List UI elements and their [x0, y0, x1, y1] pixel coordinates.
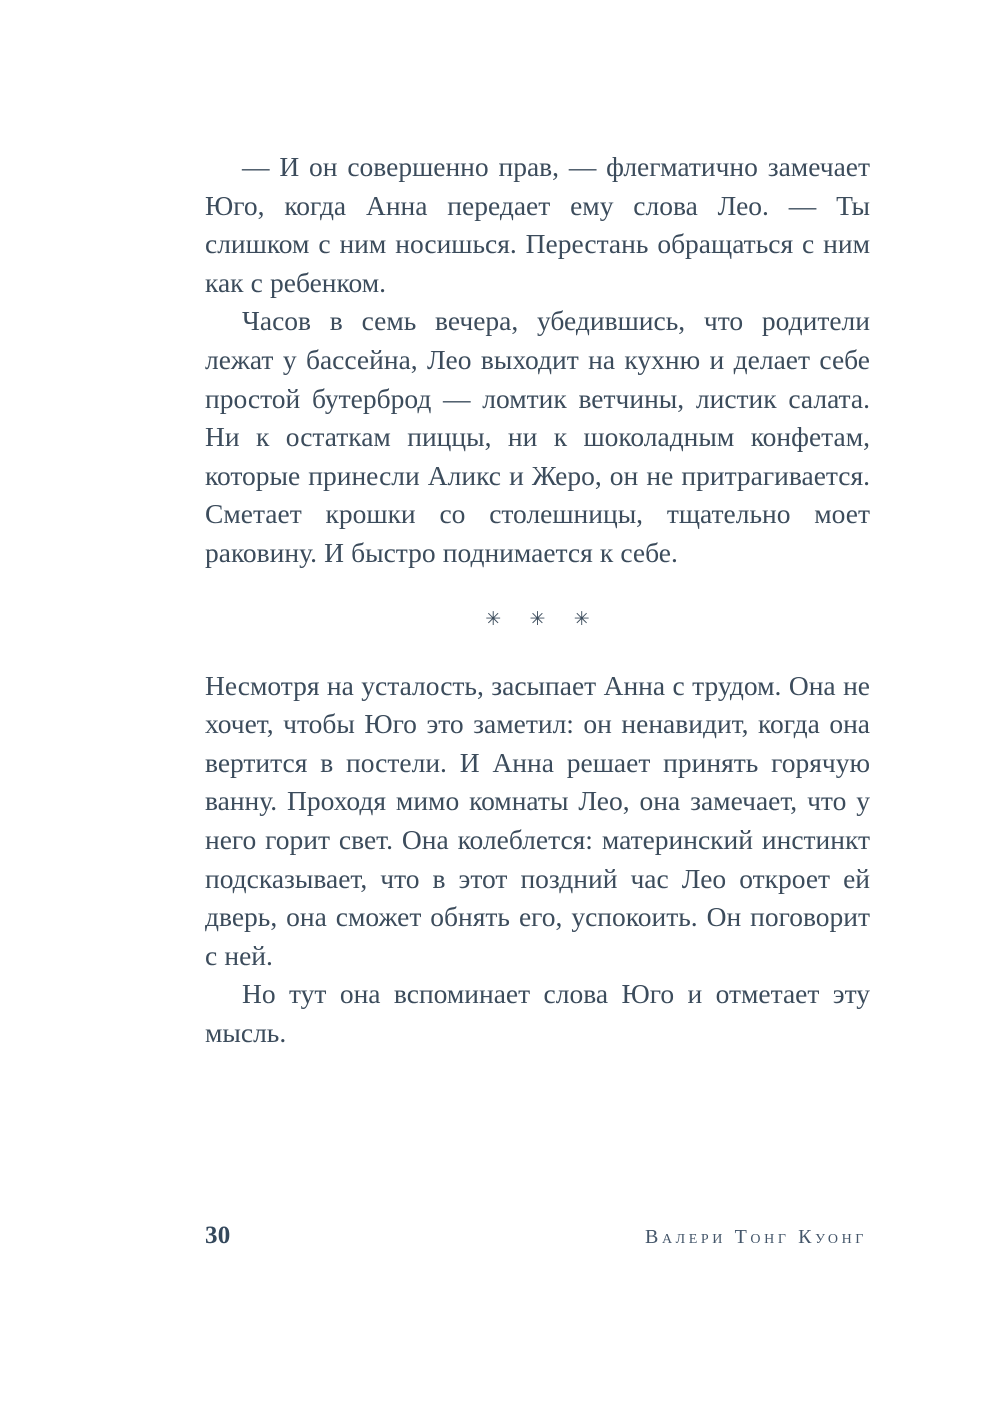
- page-text-block: [205, 148, 870, 1052]
- page-number: 30: [205, 1222, 231, 1249]
- paragraph-2: Часов в семь вечера, убедившись, что родители лежат у бассейна, Лео выходит на кухню и делает себе простой бутерброд — ломтик ветчины, листик салата. Ни к остаткам пиццы, ни к шоколадным конфетам, которые принесли Аликс и Жеро, он не притрагивается. Сметает крошки со столешницы, тщательно моет раковину. И быстро поднимается к себе.: [205, 305, 870, 568]
- page-footer: [205, 1222, 867, 1250]
- paragraph-1: — И он совершенно прав, — флегматично замечает Юго, когда Анна передает ему слова Лео. — Ты слишком с ним носишься. Перестань обращаться с ним как с ребенком.: [205, 151, 870, 298]
- paragraph-3: Несмотря на усталость, засыпает Анна с трудом. Она не хочет, чтобы Юго это заметил: он ненавидит, когда она вертится в постели. И Анна решает принять горячую ванну. Проходя мимо комнаты Лео, она замечает, что у него горит свет. Она колеблется: материнский инстинкт подсказывает, что в этот поздний час Лео откроет ей дверь, она сможет обнять его, успокоить. Он поговорит с ней.: [205, 669, 870, 971]
- section-break-asterisks: ✳ ✳ ✳: [485, 608, 602, 630]
- paragraph-4: Но тут она вспоминает слова Юго и отметает эту мысль.: [205, 978, 870, 1048]
- running-head-author: Валери Тонг Куонг: [645, 1226, 867, 1248]
